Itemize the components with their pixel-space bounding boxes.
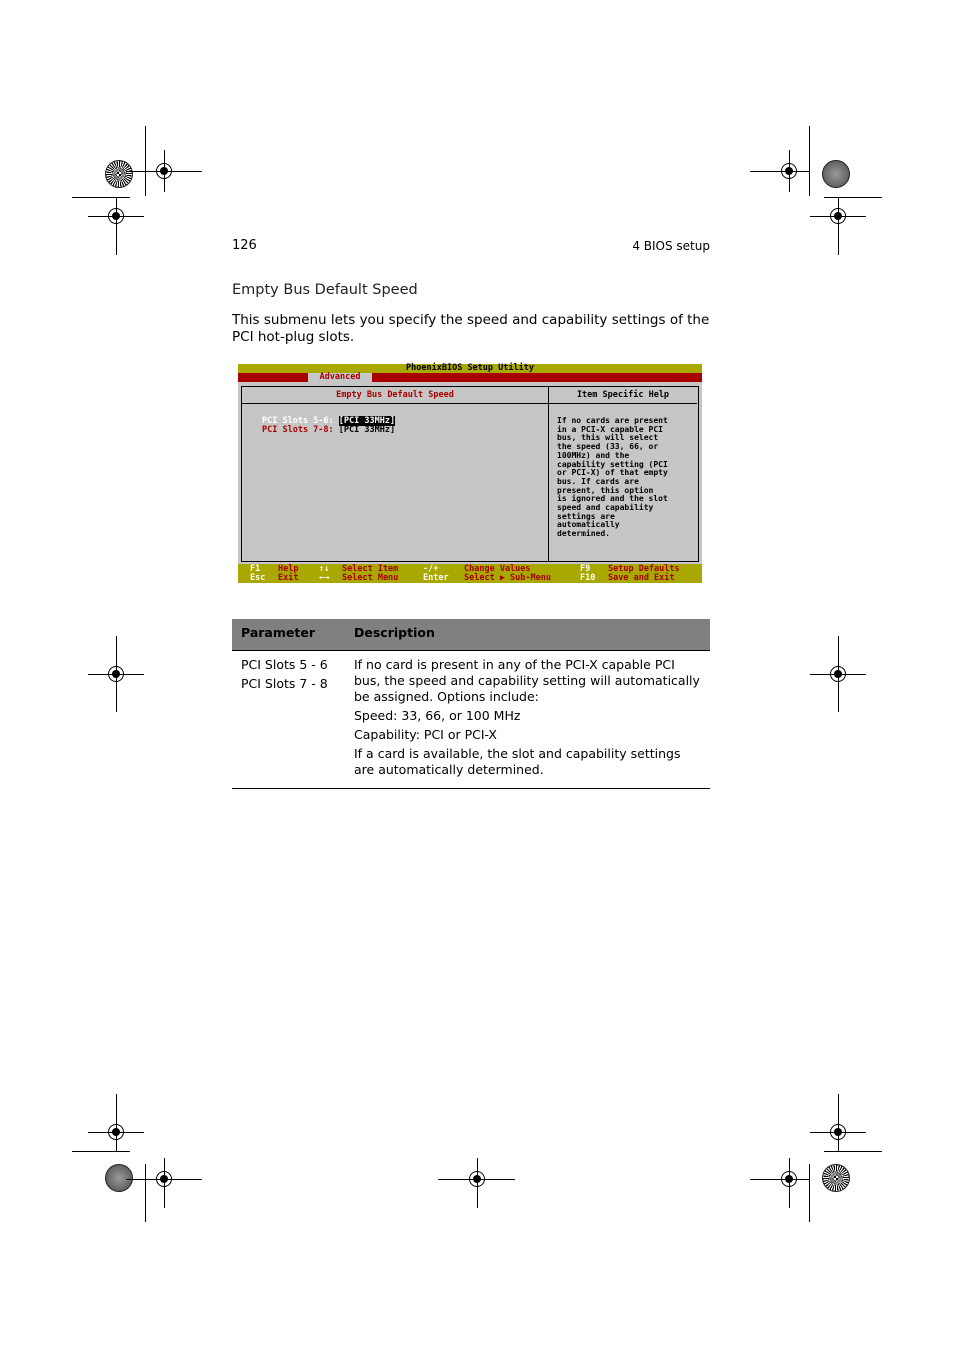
enter-key: Enter [423,573,449,583]
page-number: 126 [232,238,257,253]
description-paragraph: If a card is available, the slot and capability settings are automatically determined. [354,746,681,777]
description-paragraph: If no card is present in any of the PCI-X capable PCI bus, the speed and capability setting will automatically be assigned. Options include: [354,657,700,704]
bios-setting-label: PCI Slots 7-8: [262,425,334,435]
f1-desc: Help [278,564,299,574]
bios-setting-row[interactable] [262,426,395,435]
parameter-name: PCI Slots 7 - 8 [241,676,328,691]
registration-gray-disk-icon [822,160,850,188]
registration-starburst-icon [105,160,133,188]
registration-starburst-icon [822,1164,850,1192]
up-down-arrows-icon: ↑↓ [319,564,330,574]
header-description: Description [354,625,435,640]
f10-desc: Save and Exit [608,573,675,583]
f9-key: F9 [580,564,591,574]
chapter-title: 4 BIOS setup [632,239,710,253]
f9-desc: Setup Defaults [608,564,680,574]
esc-desc: Exit [278,573,299,583]
leftright-desc: Select Menu [342,573,399,583]
bios-setting-value[interactable]: [PCI 33MHz] [338,425,396,435]
bios-footer [238,564,702,583]
table-row [232,651,710,788]
plus-minus-key: -/+ [423,564,439,574]
bios-tab-advanced[interactable]: Advanced [308,373,372,382]
bios-header-divider [242,403,697,404]
parameter-name: PCI Slots 5 - 6 [241,657,328,672]
bios-left-panel-title: Empty Bus Default Speed [336,390,454,400]
description-paragraph: Speed: 33, 66, or 100 MHz [354,708,521,723]
parameter-table [232,619,710,789]
enter-desc: Select ▶ Sub-Menu [464,573,551,583]
bios-help-text: If no cards are present in a PCI-X capable PCI bus, this will select the speed (33, 66, or 100MHz) and the capability setting (PCI or PCI-X) of that empty bus. If cards are present, this option is ignored and the slot speed and capability settings are automatically determined. [557,416,668,539]
plusminus-desc: Change Values [464,564,531,574]
esc-key: Esc [250,573,266,583]
table-header [232,619,710,650]
registration-gray-disk-icon [105,1164,133,1192]
f1-key: F1 [250,564,261,574]
bios-right-panel-title: Item Specific Help [576,390,670,400]
bios-panel-divider [548,386,549,562]
header-parameter: Parameter [241,625,315,640]
intro-paragraph: This submenu lets you specify the speed and capability settings of the PCI hot-plug slots. [232,312,710,345]
f10-key: F10 [580,573,596,583]
bios-title: PhoenixBIOS Setup Utility [406,363,534,373]
section-title: Empty Bus Default Speed [232,282,418,298]
bios-setting-label: PCI Slots 5-6: [262,416,334,426]
description-paragraph: Capability: PCI or PCI-X [354,727,497,742]
bios-setting-value[interactable]: [PCI 33MHz] [338,416,396,426]
bios-screenshot [238,364,702,583]
updown-desc: Select Item [342,564,399,574]
table-bottom-rule [232,788,710,789]
left-right-arrows-icon: ←→ [319,573,330,583]
